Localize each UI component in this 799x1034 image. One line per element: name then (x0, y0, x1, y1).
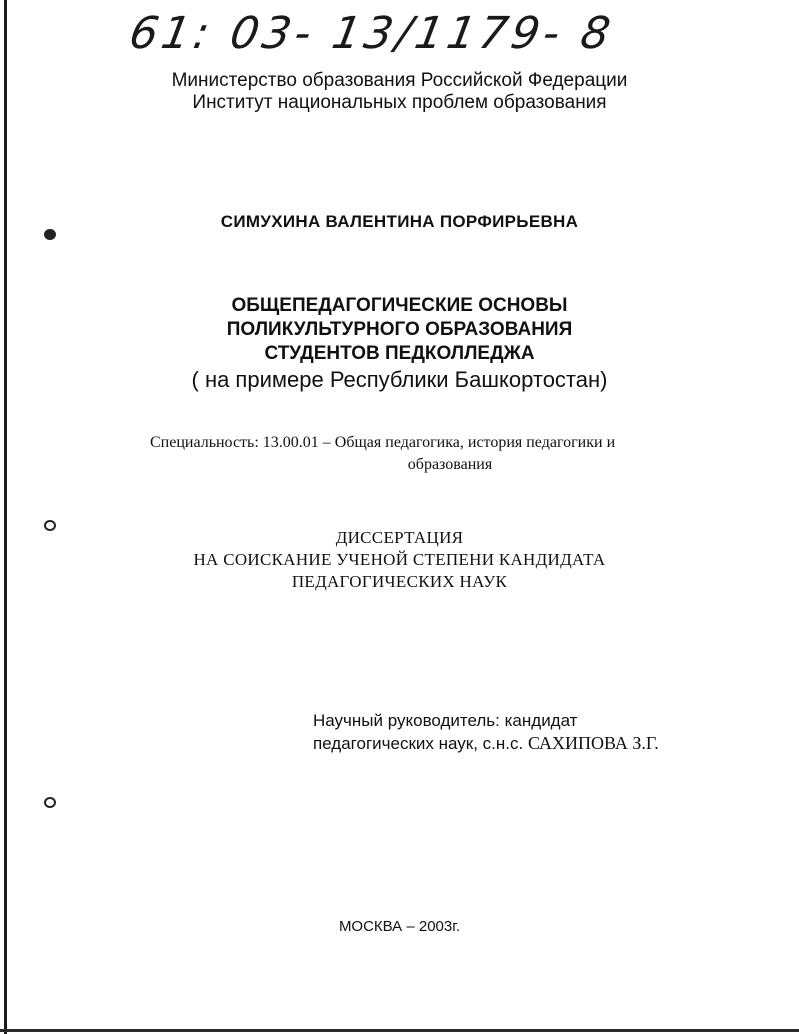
dissertation-line-1: ДИССЕРТАЦИЯ (335, 528, 464, 547)
title-line-2: ПОЛИКУЛЬТУРНОГО ОБРАЗОВАНИЯ (226, 319, 573, 340)
advisor-block (313, 710, 713, 755)
advisor-line-1: Научный руководитель: кандидат (313, 711, 578, 730)
advisor-line-2 (313, 732, 713, 755)
title-subtitle: ( на примере Республики Башкортостан) (191, 367, 608, 392)
header-block (0, 70, 799, 114)
city-year: МОСКВА – 2003г. (338, 918, 461, 935)
advisor-name: САХИПОВА З.Г. (527, 733, 659, 753)
author-name: СИМУХИНА ВАЛЕНТИНА ПОРФИРЬЕВНА (220, 212, 579, 231)
speciality-block (150, 432, 690, 476)
scan-edge-bottom (0, 1029, 799, 1032)
binding-hole-icon (44, 797, 56, 808)
dissertation-line-2: НА СОИСКАНИЕ УЧЕНОЙ СТЕПЕНИ КАНДИДАТА (193, 550, 606, 569)
handwritten-archive-code: 61: 03- 13/1179- 8 (125, 8, 618, 59)
institute-name: Институт национальных проблем образования (192, 92, 607, 113)
title-line-1: ОБЩЕПЕДАГОГИЧЕСКИЕ ОСНОВЫ (231, 295, 568, 316)
title-line-3: СТУДЕНТОВ ПЕДКОЛЛЕДЖА (264, 343, 535, 364)
speciality-line-2: образования (407, 456, 493, 473)
dissertation-title (0, 294, 799, 394)
speciality-line-1: Специальность: 13.00.01 – Общая педагогика, история педагогики и (150, 434, 616, 451)
dissertation-type-block (0, 527, 799, 593)
dissertation-line-3: ПЕДАГОГИЧЕСКИХ НАУК (291, 572, 508, 591)
advisor-degree: педагогических наук, с.н.с. (313, 734, 524, 753)
scan-edge-left (4, 0, 7, 1034)
ministry-name: Министерство образования Российской Федерации (171, 70, 628, 91)
